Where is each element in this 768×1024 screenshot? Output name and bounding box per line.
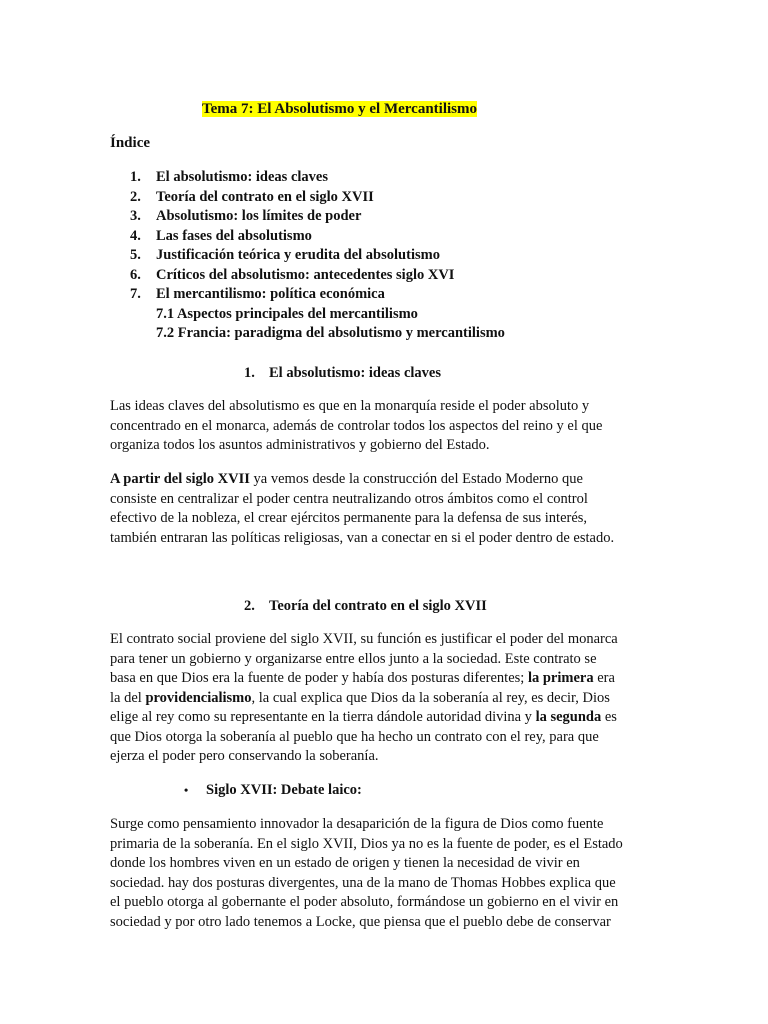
title-highlight: Tema 7: El Absolutismo y el Mercantilismo — [202, 101, 477, 117]
toc-item-label: El mercantilismo: política económica — [156, 286, 385, 302]
text-line — [110, 708, 660, 728]
text-line: también entraran las políticas religiosas, van a conectar en si el poder dentro de estado. — [110, 529, 615, 546]
toc-item — [130, 227, 505, 247]
bullet-heading-label: Siglo XVII: Debate laico: — [206, 782, 362, 798]
bold-phrase: la primera — [527, 670, 594, 686]
section-1-paragraph-1 — [110, 397, 660, 456]
section-title: El absolutismo: ideas claves — [269, 365, 441, 381]
text-line — [110, 669, 660, 689]
toc-item-label: Las fases del absolutismo — [156, 227, 312, 244]
toc-item-number: 7. — [130, 286, 141, 302]
text-line: Las ideas claves del absolutismo es que en la monarquía reside el poder absoluto y — [110, 398, 590, 414]
text-line: concentrado en el monarca, además de controlar todos los aspectos del reino y el que — [110, 417, 603, 434]
bullet-heading — [184, 781, 362, 799]
text-line: organiza todos los asuntos administrativos y gobierno del Estado. — [110, 437, 490, 453]
text-run: elige al rey como su representante en la tierra dándole autoridad divina y — [110, 709, 536, 725]
section-number: 1. — [244, 365, 255, 381]
toc-item-label: El absolutismo: ideas claves — [156, 169, 328, 185]
text-line: que Dios otorga la soberanía al pueblo que ha hecho un contrato con el rey, para que — [110, 728, 599, 745]
bold-phrase: providencialismo — [145, 689, 252, 706]
toc-item — [130, 266, 505, 286]
text-run: es — [601, 709, 617, 725]
text-line: donde los hombres viven en un estado de origen y tienen la necesidad de vivir en — [110, 855, 580, 871]
toc-item-number: 4. — [130, 227, 141, 244]
toc-item — [130, 188, 505, 208]
text-line: para tener un gobierno y organizarse entre ellos junto a la sociedad. Este contrato se — [110, 650, 597, 667]
toc-item — [130, 168, 505, 188]
text-line: ejerza el poder pero conservando la soberanía. — [110, 748, 379, 764]
toc-item-label: Justificación teórica y erudita del absolutismo — [156, 247, 440, 263]
toc-subitem-label: 7.2 Francia: paradigma del absolutismo y mercantilismo — [156, 325, 505, 341]
document-title — [201, 100, 478, 118]
text-line: Surge como pensamiento innovador la desaparición de la figura de Dios como fuente — [110, 816, 604, 832]
toc-item-number: 5. — [130, 247, 141, 263]
bold-phrase: A partir del siglo XVII — [110, 471, 250, 487]
text-line: consiste en centralizar el poder centra neutralizando otros ámbitos como el control — [110, 490, 588, 507]
text-line: el pueblo otorga al gobernante el poder absoluto, formándose un gobierno en el vivir en — [110, 894, 619, 910]
text-line: sociedad y por otro lado tenemos a Locke, que piensa que el pueblo debe de conservar — [110, 913, 611, 930]
bullet-icon: • — [184, 783, 189, 797]
toc-subitem — [130, 324, 505, 344]
text-run: la del — [110, 689, 146, 706]
toc-item-number: 6. — [130, 266, 141, 283]
text-line — [110, 470, 660, 490]
toc-item — [130, 246, 505, 266]
toc-subitem-label: 7.1 Aspectos principales del mercantilismo — [156, 305, 418, 322]
section-1-paragraph-2 — [110, 470, 660, 548]
text-line: efectivo de la nobleza, el crear ejércitos permanente para la defensa de sus interés, — [110, 510, 588, 526]
text-run: era — [593, 670, 615, 686]
toc-item — [130, 285, 505, 305]
toc-subitem — [130, 305, 505, 325]
section-2-paragraph — [110, 630, 660, 767]
toc-item-label: Absolutismo: los límites de poder — [156, 208, 362, 224]
text-run: ya vemos desde la construcción del Estado Moderno que — [249, 471, 583, 487]
text-line: primaria de la soberanía. En el siglo XVII, Dios ya no es la fuente de poder, es el Estado — [110, 835, 623, 852]
bold-phrase: la segunda — [535, 709, 602, 725]
section-2-heading — [244, 597, 487, 615]
toc-item-label: Teoría del contrato en el siglo XVII — [156, 188, 374, 205]
toc-item-number: 3. — [130, 208, 141, 224]
toc-item-label: Críticos del absolutismo: antecedentes siglo XVI — [156, 266, 455, 283]
section-title: Teoría del contrato en el siglo XVII — [269, 598, 487, 614]
index-heading: Índice — [110, 135, 151, 151]
text-line: sociedad. hay dos posturas divergentes, una de la mano de Thomas Hobbes explica que — [110, 874, 616, 891]
section-1-heading — [244, 364, 441, 382]
toc-item-number: 1. — [130, 169, 141, 185]
section-2-paragraph-laico — [110, 815, 660, 932]
text-line — [110, 689, 660, 709]
toc-item-number: 2. — [130, 188, 141, 205]
text-line: El contrato social proviene del siglo XVII, su función es justificar el poder del monarca — [110, 631, 618, 647]
section-number: 2. — [244, 598, 255, 614]
toc-item — [130, 207, 505, 227]
text-run: , la cual explica que Dios da la soberanía al rey, es decir, Dios — [251, 689, 610, 706]
table-of-contents — [130, 168, 505, 344]
text-run: basa en que Dios era la fuente de poder y había dos posturas diferentes; — [110, 670, 528, 686]
